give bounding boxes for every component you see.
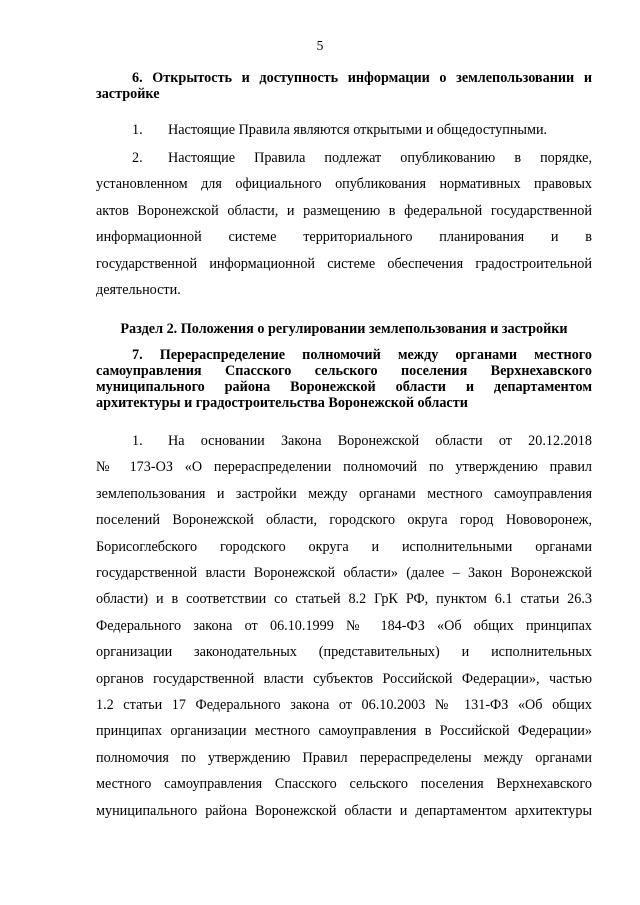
- paragraph-line: актов Воронежской области, и размещению в федеральной государственной: [96, 202, 592, 219]
- section-6-item-2: [96, 145, 592, 303]
- paragraph-line: [96, 145, 592, 171]
- paragraph-line: 1.2 статьи 17 Федерального закона от 06.10.2003 № 131-ФЗ «Об общих: [96, 697, 592, 714]
- paragraph-line: организации законодательных (представительных) и исполнительных: [96, 644, 592, 661]
- paragraph-line: государственной власти Воронежской области» (далее – Закон Воронежской: [96, 565, 592, 582]
- item-number: 1.: [132, 433, 143, 449]
- paragraph-line: местного самоуправления Спасского сельского поселения Верхнехавского: [96, 776, 592, 793]
- paragraph-line: области) и в соответствии со статьей 8.2 ГрК РФ, пунктом 6.1 статьи 26.3: [96, 591, 592, 608]
- paragraph-line: полномочия по утверждению Правил перераспределены между органами: [96, 749, 592, 766]
- paragraph-line: Борисоглебского городского округа и исполнительными органами: [96, 538, 592, 555]
- paragraph-line: принципах организации местного самоуправления в Российской Федерации»: [96, 723, 592, 740]
- paragraph-line: органов государственной власти субъектов Российской Федерации», частью: [96, 670, 592, 687]
- part-2-heading: Раздел 2. Положения о регулировании землепользования и застройки: [120, 321, 568, 337]
- paragraph-line: муниципального района Воронежской области и департаментом архитектуры: [96, 802, 592, 819]
- item-number: 2.: [132, 150, 143, 166]
- paragraph-line: деятельности.: [96, 282, 181, 299]
- paragraph-line: установленном для официального опубликования нормативных правовых: [96, 176, 592, 193]
- paragraph-line: № 173-ОЗ «О перераспределении полномочий по утверждению правил: [96, 459, 592, 476]
- section-6-item-1: [96, 117, 592, 143]
- item-text: Настоящие Правила являются открытыми и общедоступными.: [168, 122, 548, 138]
- paragraph-line: поселений Воронежской области, городского округа город Нововоронеж,: [96, 512, 592, 529]
- item-number: 1.: [132, 122, 143, 138]
- paragraph-line: [96, 117, 592, 143]
- section-6-heading: 6. Открытость и доступность информации о землепользовании и застройке: [96, 70, 592, 102]
- line-text: Настоящие Правила подлежат опубликованию в порядке,: [168, 150, 592, 166]
- paragraph-line: землепользования и застройки между органами местного самоуправления: [96, 485, 592, 502]
- section-7-heading: 7. Перераспределение полномочий между органами местного самоуправления Спасского сельского поселения Верхнехавского муниципального района Воронежской области и департаментом архитектуры и градостроительства Воронежской области: [96, 347, 592, 411]
- section-7-item-1: [96, 428, 592, 824]
- paragraph-line: информационной системе территориального планирования и в: [96, 229, 592, 246]
- paragraph-line: государственной информационной системе обеспечения градостроительной: [96, 255, 592, 272]
- paragraph-line: [96, 428, 592, 454]
- line-text: На основании Закона Воронежской области от 20.12.2018: [168, 433, 592, 449]
- page-number: 5: [316, 38, 324, 53]
- paragraph-line: Федерального закона от 06.10.1999 № 184-ФЗ «Об общих принципах: [96, 617, 592, 634]
